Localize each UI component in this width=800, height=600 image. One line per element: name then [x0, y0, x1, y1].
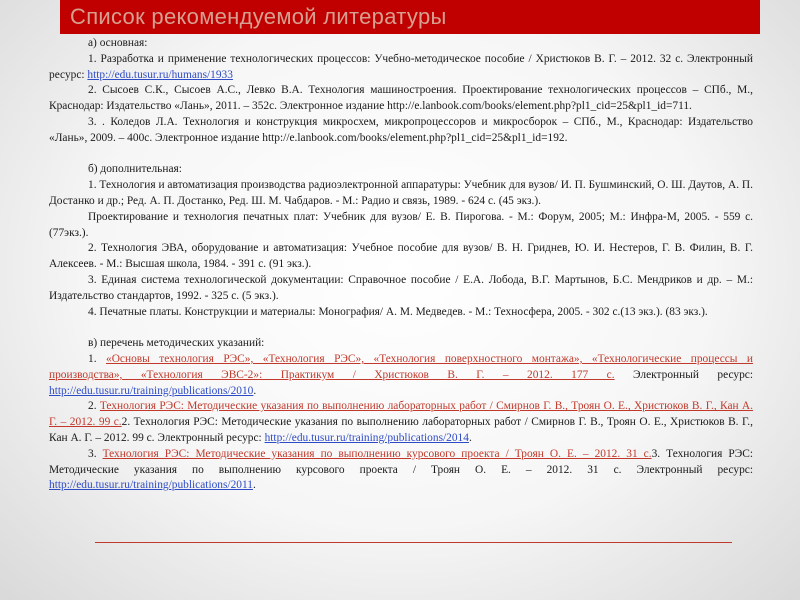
reference-link[interactable]: http://edu.tusur.ru/training/publications/2014 — [264, 431, 469, 444]
lab-works-link[interactable]: Технология РЭС: Методические указания по выполнению лабораторных работ / Смирнов Г. В., Троян О. Е., Христюков В. Г., Кан А. Г. – 2012. 99 с. — [49, 400, 754, 429]
list-item: 3. . Коледов Л.А. Технология и конструкция микросхем, микропроцессоров и микросборок – СПб., М., Краснодар: Издательство «Лань», 2009. – 400с. Электронное издание http://e.lanbook.com/books/element.php?pl1_cid=25&pl1_id=192. — [49, 115, 753, 144]
list-item: 1. Технология и автоматизация производства радиоэлектронной аппаратуры: Учебник для вузов/ И. П. Бушминский, О. Ш. Даутов, А. П. Достанко и др.; Ред. А. П. Достанко, Ред. Ш. М. Чабдаров. - М.: Радио и связь, 1989. - 624 с. (45 экз.). — [49, 179, 753, 207]
reference-link[interactable]: http://edu.tusur.ru/humans/1933 — [87, 68, 233, 81]
list-item: 3. Технология РЭС: Методические указания по выполнению курсового проекта / Троян О. Е. – 2012. 31 с.3. Технология РЭС: Методические указания по выполнению курсового проекта / Троян О. Е. – 2012. 31 с. Электронный ресурс: http://edu.tusur.ru/training/publications/2011. — [49, 447, 753, 492]
list-item: 1. Разработка и применение технологических процессов: Учебно-методическое пособие / Христюков В. Г. – 2012. 32 с. Электронный ресурс: http://edu.tusur.ru/humans/1933 — [49, 52, 753, 81]
list-item: Проектирование и технология печатных плат: Учебник для вузов/ Е. В. Пирогова. - М.: Форум, 2005; М.: Инфра-М, 2005. - 559 с. (77экз.). — [49, 210, 753, 239]
section-heading-additional: б) дополнительная: — [88, 163, 182, 176]
course-project-link[interactable]: Технология РЭС: Методические указания по выполнению курсового проекта / Троян О. Е. – 2012. 31 с. — [102, 447, 652, 460]
list-item: 4. Печатные платы. Конструкции и материалы: Монография/ А. М. Медведев. - М.: Техносфера, 2005. - 302 с.(13 экз.). (83 экз.). — [88, 305, 708, 318]
section-heading-methodical: в) перечень методических указаний: — [88, 337, 265, 350]
section-heading-basic: а) основная: — [88, 37, 148, 49]
reference-link[interactable]: http://edu.tusur.ru/training/publications/2010 — [49, 384, 254, 397]
reference-list — [49, 36, 753, 494]
list-item: 2. Технология ЭВА, оборудование и автоматизация: Учебное пособие для вузов/ В. Н. Гриднев, Ю. И. Нестеров, Г. В. Филин, В. Г. Алексеев. - М.: Высшая школа, 1984. - 391 с. (91 экз.). — [49, 242, 753, 271]
page-title: Список рекомендуемой литературы — [70, 4, 447, 29]
practicum-link[interactable]: «Основы технология РЭС», «Технология РЭС», «Технология поверхностного монтажа», «Технологические процессы и производства», «Технология ЭВС-2»: Практикум / Христюков В. Г. – 2012. 177 с. — [49, 352, 754, 381]
title-bar — [60, 0, 760, 34]
list-item: 2. Сысоев С.К., Сысоев А.С., Левко В.А. Технология машиностроения. Проектирование технологических процессов – СПб., М., Краснодар: Издательство «Лань», 2011. – 352с. Электронное издание http://e.lanbook.com/books/element.php?pl1_cid=25&pl1_id=711. — [49, 84, 753, 113]
list-item: 2. Технология РЭС: Методические указания по выполнению лабораторных работ / Смирнов Г. В., Троян О. Е., Христюков В. Г., Кан А. Г. – 2012. 99 с.2. Технология РЭС: Методические указания по выполнению лабораторных работ / Смирнов Г. В., Троян О. Е., Христюков В. Г., Кан А. Г. – 2012. 99 с. Электронный ресурс: http://edu.tusur.ru/training/publications/2014. — [49, 400, 754, 444]
reference-link[interactable]: http://edu.tusur.ru/training/publications/2011 — [49, 479, 253, 492]
list-item: 1. «Основы технология РЭС», «Технология РЭС», «Технология поверхностного монтажа», «Технологические процессы и производства», «Технология ЭВС-2»: Практикум / Христюков В. Г. – 2012. 177 с. Электронный ресурс: http://edu.tusur.ru/training/publications/2010. — [49, 352, 754, 397]
list-item: 3. Единая система технологической документации: Справочное пособие / Е.А. Лобода, В.Г. Мартынов, Б.С. Мендриков и др. – М.: Издательство стандартов, 1992. - 325 с. (5 экз.). — [49, 273, 753, 302]
divider — [95, 542, 732, 543]
